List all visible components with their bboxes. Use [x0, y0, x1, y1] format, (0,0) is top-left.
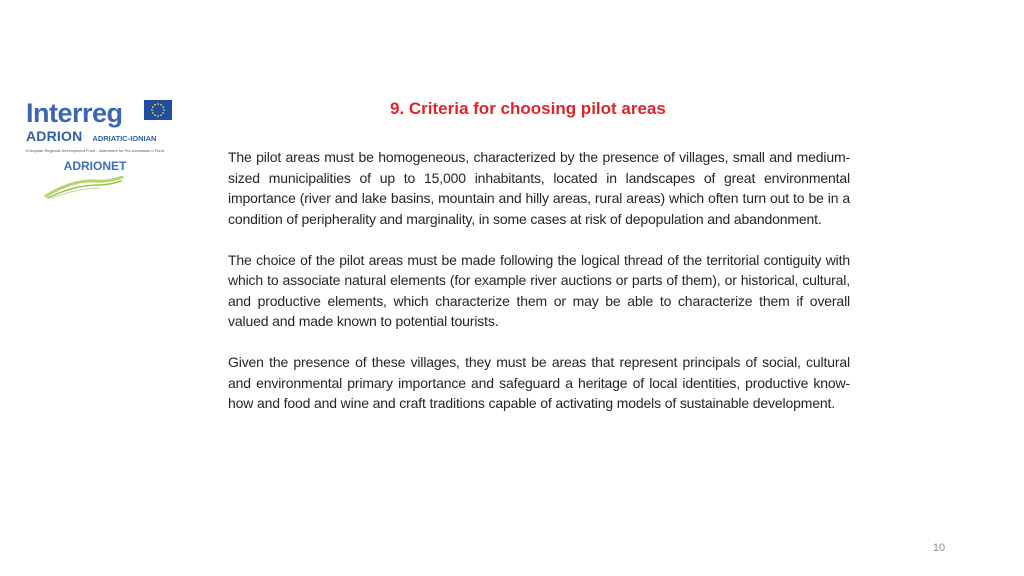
paragraph-pilot-areas: The pilot areas must be homogeneous, characterized by the presence of villages, small and medium-sized municipalities of up to 15,000 inhabitants, located in landscapes of great environmental importance (river and lake basins, mountain and hilly areas, rural areas) which often turn out to be in a condition of peripherality and marginality, in some cases at risk of depopulation and abandonment.: [228, 149, 850, 227]
adrionet-wave-icon: [44, 176, 124, 200]
paragraph-choice: The choice of the pilot areas must be made following the logical thread of the territorial contiguity with which to associate natural elements (for example river auctions or parts of them), or historical, cultural, and productive elements, which characterize them or may be able to characterize them if overall valued and made known to potential tourists.: [228, 251, 850, 329]
adriatic-ionian-label: ADRIATIC-IONIAN: [92, 134, 157, 143]
eu-flag-icon: [144, 100, 172, 120]
logo-program-row: [26, 128, 172, 146]
slide-body: [228, 147, 850, 434]
adrionet-wordmark: ADRIONET: [63, 159, 127, 173]
page-number: 10: [932, 542, 946, 554]
slide-title: 9. Criteria for choosing pilot areas: [390, 99, 666, 118]
logo-top-row: [26, 98, 172, 128]
interreg-wordmark: Interreg: [26, 98, 123, 128]
paragraph-villages: Given the presence of these villages, they must be areas that represent principals of social, cultural and environmental primary importance and safeguard a heritage of local identities, productive know-how and food and wine and craft traditions capable of activating models of sustainable development.: [228, 354, 850, 411]
adrion-wordmark: ADRION: [26, 128, 83, 144]
interreg-adrion-logo: [26, 98, 172, 204]
fund-caption: European Regional Development Fund - Instrument for Pre-Accession II Fund: [26, 148, 164, 153]
